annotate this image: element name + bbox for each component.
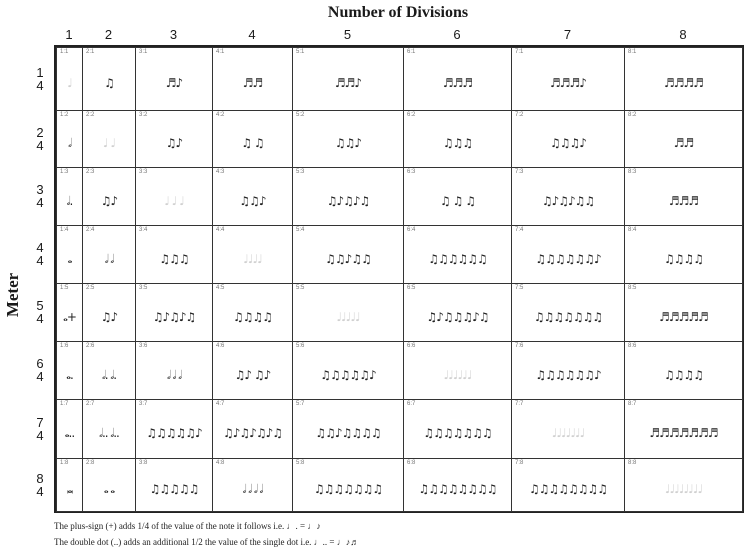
row-label-8 bbox=[28, 472, 52, 498]
meter-axis-label: Meter bbox=[3, 272, 22, 318]
grid-cell bbox=[624, 167, 743, 226]
grid-cell bbox=[212, 283, 293, 342]
grid-cell bbox=[82, 399, 136, 459]
rhythm-notation: ♫♪ bbox=[100, 309, 118, 324]
rhythm-notation: ♬♪ bbox=[165, 76, 183, 91]
cell-ratio-label: 2:2 bbox=[86, 112, 95, 118]
grid-cell bbox=[212, 110, 293, 168]
row-label-5 bbox=[28, 299, 52, 325]
meter-bottom: 4 bbox=[36, 77, 44, 93]
grid-cell bbox=[292, 225, 404, 284]
cell-ratio-label: 8:6 bbox=[628, 343, 637, 349]
grid-cell bbox=[511, 283, 625, 342]
rhythm-notation: 𝅝.. bbox=[64, 426, 75, 440]
rhythm-notation: 𝅗𝅥 𝅗𝅥 𝅗𝅥 𝅗𝅥 bbox=[242, 482, 263, 496]
cell-ratio-label: 3:4 bbox=[139, 227, 148, 233]
grid-cell bbox=[511, 341, 625, 400]
rhythm-notation: ♩ bbox=[67, 76, 72, 91]
grid-cell bbox=[624, 47, 743, 111]
cell-ratio-label: 7:8 bbox=[515, 460, 524, 466]
grid-cell bbox=[56, 110, 83, 168]
rhythm-notation: ♫♪♫♪♫ bbox=[326, 193, 370, 208]
rhythm-notation: ♫♫♫♫♫♫♫♫ bbox=[418, 482, 497, 497]
cell-ratio-label: 2:1 bbox=[86, 49, 95, 55]
rhythm-notation: ♩♩♩♩♩♩♩♩ bbox=[664, 482, 703, 497]
cell-ratio-label: 8:5 bbox=[628, 285, 637, 291]
grid-cell bbox=[403, 47, 512, 111]
meter-top: 4 bbox=[36, 240, 44, 255]
cell-ratio-label: 1:3 bbox=[60, 169, 69, 175]
rhythm-notation: 𝅗𝅥.. 𝅗𝅥.. bbox=[99, 426, 119, 440]
grid-cell bbox=[212, 47, 293, 111]
cell-ratio-label: 2:5 bbox=[86, 285, 95, 291]
cell-ratio-label: 6:2 bbox=[407, 112, 416, 118]
grid-cell bbox=[403, 283, 512, 342]
cell-ratio-label: 8:1 bbox=[628, 49, 637, 55]
grid-cell bbox=[82, 283, 136, 342]
rhythm-notation: 𝅝+ bbox=[63, 309, 76, 324]
cell-ratio-label: 1:5 bbox=[60, 285, 69, 291]
rhythm-notation: ♫♫♪♫♫ bbox=[325, 251, 371, 266]
cell-ratio-label: 6:6 bbox=[407, 343, 416, 349]
cell-ratio-label: 3:3 bbox=[139, 169, 148, 175]
cell-ratio-label: 7:1 bbox=[515, 49, 524, 55]
column-header-3: 3 bbox=[169, 27, 178, 42]
rhythm-notation: ♩♩♩♩♩ bbox=[336, 309, 360, 324]
cell-ratio-label: 8:7 bbox=[628, 401, 637, 407]
cell-ratio-label: 4:4 bbox=[216, 227, 225, 233]
grid-cell bbox=[624, 341, 743, 400]
grid-cell bbox=[292, 167, 404, 226]
rhythm-notation: ♬♬♬♬♬ bbox=[659, 309, 708, 324]
meter-top: 2 bbox=[36, 124, 44, 140]
cell-ratio-label: 6:5 bbox=[407, 285, 416, 291]
cell-ratio-label: 2:3 bbox=[86, 169, 95, 175]
meter-top: 1 bbox=[36, 64, 44, 80]
meter-bottom: 4 bbox=[36, 311, 44, 326]
meter-bottom: 4 bbox=[36, 483, 44, 499]
row-label-3 bbox=[28, 183, 52, 209]
cell-ratio-label: 6:3 bbox=[407, 169, 416, 175]
rhythm-notation: ♬♬♬♬♬♬♬ bbox=[649, 426, 718, 441]
grid-cell bbox=[511, 225, 625, 284]
cell-ratio-label: 1:8 bbox=[60, 460, 69, 466]
cell-ratio-label: 5:6 bbox=[296, 343, 305, 349]
rhythm-notation: ♬♬♪ bbox=[334, 76, 362, 91]
grid-cell bbox=[82, 167, 136, 226]
column-header-8: 8 bbox=[679, 27, 687, 42]
cell-ratio-label: 4:5 bbox=[216, 285, 225, 291]
cell-ratio-label: 3:6 bbox=[139, 343, 148, 349]
rhythm-notation: ♫♪♫♫♫♪♫ bbox=[426, 309, 489, 324]
grid-cell bbox=[292, 283, 404, 342]
rhythm-notation: ♬♬ bbox=[673, 136, 694, 151]
grid-cell bbox=[624, 399, 743, 459]
grid-cell bbox=[135, 225, 213, 284]
rhythm-notation: ♫♫♫♫♫♫♫ bbox=[423, 426, 492, 441]
rhythm-notation: ♩♩♩♩♩♩♩ bbox=[551, 426, 585, 441]
column-header-7: 7 bbox=[563, 27, 572, 42]
chart-title: Number of Divisions bbox=[327, 4, 469, 21]
rhythm-notation: ♫♪ ♫♪ bbox=[234, 367, 271, 382]
row-label-6 bbox=[28, 357, 52, 383]
meter-bottom: 4 bbox=[36, 369, 44, 384]
meter-bottom: 4 bbox=[36, 137, 44, 153]
cell-ratio-label: 7:5 bbox=[515, 285, 524, 291]
row-label-1 bbox=[28, 66, 52, 92]
cell-ratio-label: 6:8 bbox=[407, 460, 416, 466]
cell-ratio-label: 4:6 bbox=[216, 343, 225, 349]
cell-ratio-label: 8:4 bbox=[628, 227, 637, 233]
rhythm-notation: ♫♫♫♫♫♪ bbox=[146, 426, 202, 441]
cell-ratio-label: 8:8 bbox=[628, 460, 637, 466]
meter-top: 7 bbox=[36, 414, 44, 430]
rhythm-notation: ♫♪♫♪♫♫ bbox=[541, 193, 595, 208]
grid-cell bbox=[212, 458, 293, 512]
meter-bottom: 4 bbox=[36, 253, 44, 268]
grid-cell bbox=[403, 458, 512, 512]
grid-cell bbox=[624, 458, 743, 512]
rhythm-notation: ♬♬♬♪ bbox=[550, 76, 586, 91]
cell-ratio-label: 3:5 bbox=[139, 285, 148, 291]
grid-cell bbox=[212, 341, 293, 400]
cell-ratio-label: 7:2 bbox=[515, 112, 524, 118]
rhythm-notation: ♬♬♬♬ bbox=[663, 76, 704, 91]
meter-bottom: 4 bbox=[36, 195, 44, 210]
grid-cell bbox=[292, 341, 404, 400]
rhythm-notation: ♫♪ bbox=[165, 136, 183, 151]
cell-ratio-label: 3:8 bbox=[139, 460, 148, 466]
rhythm-notation: 𝅗𝅥. bbox=[66, 193, 73, 208]
cell-ratio-label: 5:5 bbox=[296, 285, 305, 291]
rhythm-notation: 𝅗𝅥 𝅗𝅥 bbox=[104, 251, 114, 266]
cell-ratio-label: 4:2 bbox=[216, 112, 225, 118]
cell-ratio-label: 5:4 bbox=[296, 227, 305, 233]
cell-ratio-label: 2:6 bbox=[86, 343, 95, 349]
rhythm-notation: ♫♫♫♫ bbox=[663, 251, 704, 266]
meter-top: 8 bbox=[36, 470, 44, 486]
grid-cell bbox=[82, 47, 136, 111]
rhythm-notation: ♬♬♬ bbox=[442, 76, 473, 91]
rhythm-notation: 𝅗𝅥. 𝅗𝅥. bbox=[101, 367, 117, 382]
rhythm-notation: ♫♫♫♫♫♫♫ bbox=[533, 309, 603, 324]
cell-ratio-label: 8:2 bbox=[628, 112, 637, 118]
grid-cell bbox=[82, 225, 136, 284]
cell-ratio-label: 5:8 bbox=[296, 460, 305, 466]
grid-cell bbox=[212, 399, 293, 459]
meter-top: 5 bbox=[36, 298, 44, 313]
rhythm-notation: ♫♫♪ bbox=[239, 193, 266, 208]
grid-cell bbox=[135, 167, 213, 226]
grid-cell bbox=[82, 110, 136, 168]
column-header-5: 5 bbox=[343, 27, 352, 42]
rhythm-notation: ♫♫♫♫ bbox=[663, 367, 704, 382]
grid-cell bbox=[624, 225, 743, 284]
cell-ratio-label: 6:7 bbox=[407, 401, 416, 407]
cell-ratio-label: 4:1 bbox=[216, 49, 225, 55]
grid-cell bbox=[292, 458, 404, 512]
grid-cell bbox=[511, 458, 625, 512]
grid-cell bbox=[511, 47, 625, 111]
grid-cell bbox=[403, 225, 512, 284]
grid-cell bbox=[56, 283, 83, 342]
rhythm-notation: 𝅗𝅥 bbox=[68, 136, 71, 150]
cell-ratio-label: 1:1 bbox=[60, 49, 69, 55]
rhythm-notation: ♫♪♫♪♫ bbox=[152, 309, 196, 324]
rhythm-notation: ♩♩♩♩♩♩ bbox=[443, 367, 472, 382]
grid-cell bbox=[56, 399, 83, 459]
rhythm-notation: ♫♫♫♪ bbox=[550, 136, 586, 151]
rhythm-notation: ♩♩♩♩ bbox=[243, 251, 262, 266]
grid-cell bbox=[624, 110, 743, 168]
grid-cell bbox=[56, 225, 83, 284]
cell-ratio-label: 4:3 bbox=[216, 169, 225, 175]
column-header-1: 1 bbox=[65, 27, 73, 42]
cell-ratio-label: 7:3 bbox=[515, 169, 524, 175]
grid-cell bbox=[135, 283, 213, 342]
cell-ratio-label: 3:2 bbox=[139, 112, 148, 118]
cell-ratio-label: 8:3 bbox=[628, 169, 637, 175]
rhythm-notation: 𝅝 𝅝 bbox=[103, 482, 115, 496]
grid-cell bbox=[135, 110, 213, 168]
cell-ratio-label: 1:4 bbox=[60, 227, 69, 233]
cell-ratio-label: 2:4 bbox=[86, 227, 95, 233]
rhythm-notation: ♫♪♫♪♫♪♫ bbox=[222, 426, 282, 441]
cell-ratio-label: 5:3 bbox=[296, 169, 305, 175]
rhythm-notation: ♫ bbox=[104, 76, 114, 91]
rhythm-notation: 𝅝. bbox=[66, 367, 73, 382]
grid-cell bbox=[135, 341, 213, 400]
grid-cell bbox=[56, 458, 83, 512]
cell-ratio-label: 4:8 bbox=[216, 460, 225, 466]
grid-cell bbox=[82, 458, 136, 512]
footnote-double-dot: The double dot (..) adds an additional 1/2 the value of the single dot i.e. ♩.. = ♩♪♬ bbox=[54, 537, 360, 547]
grid-cell bbox=[56, 167, 83, 226]
rhythm-notation: ♫♫♫♫ bbox=[232, 309, 273, 324]
rhythm-notation: ♩ ♩ bbox=[102, 136, 116, 151]
grid-cell bbox=[511, 399, 625, 459]
grid-cell bbox=[292, 47, 404, 111]
grid-cell bbox=[212, 225, 293, 284]
cell-ratio-label: 5:7 bbox=[296, 401, 305, 407]
row-label-2 bbox=[28, 126, 52, 152]
row-label-4 bbox=[28, 241, 52, 267]
meter-bottom: 4 bbox=[36, 427, 44, 443]
cell-ratio-label: 5:2 bbox=[296, 112, 305, 118]
grid-cell bbox=[403, 167, 512, 226]
grid-cell bbox=[135, 458, 213, 512]
rhythm-notation: ♫♫♫♫♫♫ bbox=[428, 251, 487, 266]
meter-top: 3 bbox=[36, 182, 44, 197]
grid-cell bbox=[212, 167, 293, 226]
grid-cell bbox=[56, 341, 83, 400]
rhythm-notation: ♫♫♫♫♫♫♫ bbox=[313, 482, 383, 497]
column-header-6: 6 bbox=[453, 27, 461, 42]
cell-ratio-label: 4:7 bbox=[216, 401, 225, 407]
rhythm-notation: ♫♫♫ bbox=[442, 136, 473, 151]
rhythm-notation: ♫♫♪ bbox=[334, 136, 362, 151]
rhythm-notation: 𝅝 bbox=[67, 251, 72, 266]
column-header-2: 2 bbox=[104, 27, 113, 42]
grid-cell bbox=[135, 47, 213, 111]
rhythm-notation: 𝅗𝅥 𝅗𝅥 𝅗𝅥 bbox=[166, 367, 182, 382]
grid-cell bbox=[82, 341, 136, 400]
cell-ratio-label: 1:2 bbox=[60, 112, 69, 118]
cell-ratio-label: 2:7 bbox=[86, 401, 95, 407]
rhythm-notation: ♫♪ bbox=[100, 193, 118, 208]
rhythm-grid bbox=[54, 45, 744, 513]
column-header-4: 4 bbox=[248, 27, 256, 42]
rhythm-notation: ♫♫♫♫♫♫♪ bbox=[535, 367, 601, 382]
rhythm-notation: ♫♫♪♫♫♫♫ bbox=[315, 426, 381, 441]
meter-top: 6 bbox=[36, 356, 44, 371]
grid-cell bbox=[292, 110, 404, 168]
grid-cell bbox=[403, 110, 512, 168]
cell-ratio-label: 1:7 bbox=[60, 401, 69, 407]
cell-ratio-label: 6:4 bbox=[407, 227, 416, 233]
cell-ratio-label: 1:6 bbox=[60, 343, 69, 349]
grid-cell bbox=[56, 47, 83, 111]
cell-ratio-label: 5:1 bbox=[296, 49, 305, 55]
rhythm-notation: ♫ ♫ ♫ bbox=[440, 193, 475, 208]
cell-ratio-label: 3:1 bbox=[139, 49, 148, 55]
row-label-7 bbox=[28, 416, 52, 442]
rhythm-notation: ♩ ♩ ♩ bbox=[164, 193, 184, 208]
rhythm-notation: ♫♫♫♫♫♫♫♫ bbox=[528, 482, 608, 497]
rhythm-notation: ♫♫♫♫♫ bbox=[149, 482, 199, 497]
rhythm-notation: ♫♫♫♫♫♫♪ bbox=[535, 251, 601, 266]
rhythm-notation: ♬♬♬ bbox=[668, 193, 699, 208]
cell-ratio-label: 7:7 bbox=[515, 401, 524, 407]
cell-ratio-label: 6:1 bbox=[407, 49, 416, 55]
grid-cell bbox=[511, 110, 625, 168]
rhythm-notation: ♫ ♫ bbox=[241, 136, 264, 151]
grid-cell bbox=[624, 283, 743, 342]
grid-cell bbox=[135, 399, 213, 459]
grid-cell bbox=[292, 399, 404, 459]
rhythm-notation: ♫♫♫ bbox=[159, 251, 189, 266]
grid-cell bbox=[403, 341, 512, 400]
cell-ratio-label: 2:8 bbox=[86, 460, 95, 466]
rhythm-notation: ♬♬ bbox=[242, 76, 263, 91]
cell-ratio-label: 7:6 bbox=[515, 343, 524, 349]
rhythm-notation: 𝅜 bbox=[66, 482, 73, 496]
cell-ratio-label: 7:4 bbox=[515, 227, 524, 233]
footnote-plus-sign: The plus-sign (+) adds 1/4 of the value of the note it follows i.e. ♩. = ♩♪ bbox=[54, 521, 321, 531]
rhythm-notation: ♫♫♫♫♫♪ bbox=[320, 367, 376, 382]
grid-cell bbox=[403, 399, 512, 459]
cell-ratio-label: 3:7 bbox=[139, 401, 148, 407]
grid-cell bbox=[511, 167, 625, 226]
